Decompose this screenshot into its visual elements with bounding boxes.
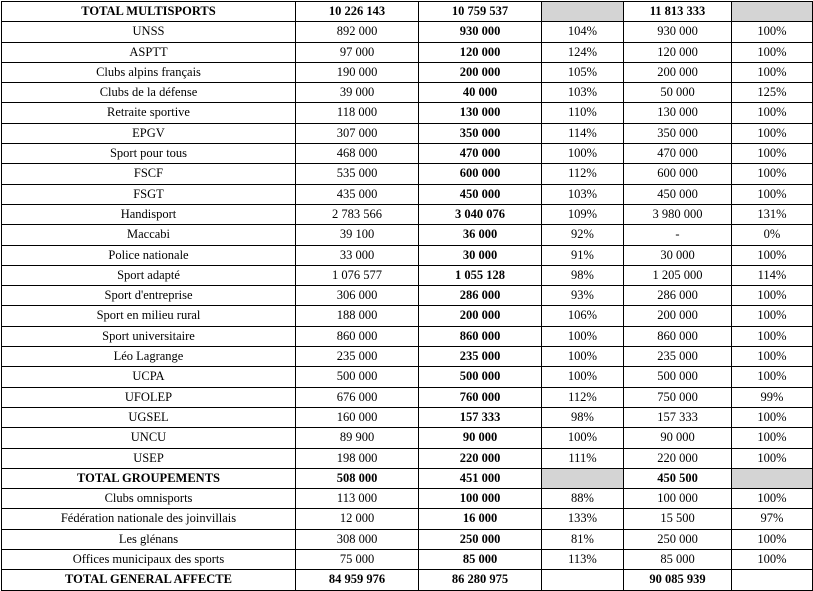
row-label[interactable]: UNCU (2, 428, 296, 448)
cell-amount-3[interactable]: 157 333 (624, 407, 732, 427)
cell-rate-1[interactable]: 92% (542, 225, 624, 245)
cell-rate-2[interactable]: 100% (732, 245, 813, 265)
cell-amount-2[interactable]: 120 000 (419, 42, 542, 62)
row-label[interactable]: Fédération nationale des joinvillais (2, 509, 296, 529)
cell-amount-2[interactable]: 760 000 (419, 387, 542, 407)
cell-amount-3[interactable]: 450 000 (624, 184, 732, 204)
cell-rate-1[interactable]: 112% (542, 387, 624, 407)
cell-rate-1[interactable]: 98% (542, 265, 624, 285)
row-label[interactable]: Police nationale (2, 245, 296, 265)
table-body (2, 2, 813, 591)
cell-rate-1[interactable]: 91% (542, 245, 624, 265)
table-row (2, 103, 813, 123)
cell-amount-1[interactable]: 113 000 (296, 489, 419, 509)
table-row (2, 550, 813, 570)
cell-rate-2[interactable]: 100% (732, 286, 813, 306)
cell-amount-3[interactable]: 30 000 (624, 245, 732, 265)
table-row (2, 387, 813, 407)
cell-amount-1[interactable]: 676 000 (296, 387, 419, 407)
cell-amount-1[interactable]: 198 000 (296, 448, 419, 468)
cell-rate-1[interactable]: 109% (542, 204, 624, 224)
cell-amount-3[interactable]: 860 000 (624, 326, 732, 346)
cell-rate-2[interactable]: 131% (732, 204, 813, 224)
cell-amount-3[interactable]: 250 000 (624, 529, 732, 549)
table-row (2, 326, 813, 346)
cell-rate-2[interactable]: 100% (732, 184, 813, 204)
row-label[interactable]: TOTAL GROUPEMENTS (2, 468, 296, 488)
table-row (2, 164, 813, 184)
cell-rate-2[interactable]: 100% (732, 367, 813, 387)
cell-rate-2[interactable]: 100% (732, 489, 813, 509)
cell-amount-3[interactable]: 450 500 (624, 468, 732, 488)
row-label[interactable]: Sport adapté (2, 265, 296, 285)
cell-amount-3[interactable]: 350 000 (624, 123, 732, 143)
row-label[interactable]: Clubs omnisports (2, 489, 296, 509)
cell-rate-1[interactable]: 81% (542, 529, 624, 549)
cell-amount-2[interactable]: 600 000 (419, 164, 542, 184)
row-label[interactable]: Sport d'entreprise (2, 286, 296, 306)
cell-amount-2[interactable]: 1 055 128 (419, 265, 542, 285)
cell-amount-1[interactable]: 1 076 577 (296, 265, 419, 285)
cell-amount-2[interactable]: 40 000 (419, 83, 542, 103)
cell-amount-2[interactable]: 30 000 (419, 245, 542, 265)
cell-rate-2[interactable]: 100% (732, 164, 813, 184)
row-label[interactable]: UFOLEP (2, 387, 296, 407)
cell-rate-1[interactable]: 124% (542, 42, 624, 62)
cell-amount-3[interactable]: 90 085 939 (624, 570, 732, 590)
row-label[interactable]: UNSS (2, 22, 296, 42)
table-row (2, 62, 813, 82)
cell-rate-1[interactable]: 93% (542, 286, 624, 306)
cell-amount-3[interactable]: 470 000 (624, 144, 732, 164)
cell-amount-3[interactable]: 3 980 000 (624, 204, 732, 224)
row-label[interactable]: TOTAL GENERAL AFFECTE (2, 570, 296, 590)
cell-amount-2[interactable]: 451 000 (419, 468, 542, 488)
cell-rate-1[interactable] (542, 468, 624, 488)
table-row (2, 509, 813, 529)
row-label[interactable]: Sport en milieu rural (2, 306, 296, 326)
cell-rate-2[interactable] (732, 2, 813, 22)
cell-amount-1[interactable]: 84 959 976 (296, 570, 419, 590)
table-row (2, 144, 813, 164)
cell-rate-2[interactable]: 100% (732, 550, 813, 570)
cell-amount-3[interactable]: 930 000 (624, 22, 732, 42)
cell-rate-1[interactable]: 100% (542, 144, 624, 164)
row-label[interactable]: Clubs alpins français (2, 62, 296, 82)
cell-amount-1[interactable]: 2 783 566 (296, 204, 419, 224)
row-label[interactable]: Léo Lagrange (2, 347, 296, 367)
cell-amount-2[interactable]: 16 000 (419, 509, 542, 529)
row-label[interactable]: Sport universitaire (2, 326, 296, 346)
cell-rate-1[interactable]: 100% (542, 326, 624, 346)
cell-amount-3[interactable]: 500 000 (624, 367, 732, 387)
cell-amount-2[interactable]: 100 000 (419, 489, 542, 509)
cell-rate-2[interactable]: 100% (732, 42, 813, 62)
cell-amount-2[interactable]: 235 000 (419, 347, 542, 367)
cell-amount-3[interactable]: 750 000 (624, 387, 732, 407)
cell-amount-1[interactable]: 508 000 (296, 468, 419, 488)
cell-amount-1[interactable]: 33 000 (296, 245, 419, 265)
cell-amount-1[interactable]: 535 000 (296, 164, 419, 184)
row-label[interactable]: UCPA (2, 367, 296, 387)
cell-amount-2[interactable]: 286 000 (419, 286, 542, 306)
cell-amount-2[interactable]: 130 000 (419, 103, 542, 123)
table-row (2, 347, 813, 367)
table-row (2, 570, 813, 590)
cell-amount-3[interactable]: 130 000 (624, 103, 732, 123)
cell-amount-2[interactable]: 200 000 (419, 306, 542, 326)
cell-rate-1[interactable]: 103% (542, 184, 624, 204)
cell-rate-2[interactable]: 100% (732, 123, 813, 143)
row-label[interactable]: Retraite sportive (2, 103, 296, 123)
cell-rate-2[interactable]: 0% (732, 225, 813, 245)
table-row (2, 306, 813, 326)
table-row (2, 245, 813, 265)
cell-amount-2[interactable]: 500 000 (419, 367, 542, 387)
cell-rate-1[interactable]: 98% (542, 407, 624, 427)
cell-amount-1[interactable]: 500 000 (296, 367, 419, 387)
cell-amount-3[interactable]: - (624, 225, 732, 245)
table-row (2, 204, 813, 224)
cell-amount-1[interactable]: 468 000 (296, 144, 419, 164)
cell-amount-1[interactable]: 39 000 (296, 83, 419, 103)
cell-amount-3[interactable]: 100 000 (624, 489, 732, 509)
row-label[interactable]: Les glénans (2, 529, 296, 549)
cell-amount-2[interactable]: 10 759 537 (419, 2, 542, 22)
table-row (2, 2, 813, 22)
table-row (2, 468, 813, 488)
cell-rate-2[interactable]: 100% (732, 428, 813, 448)
cell-amount-2[interactable]: 90 000 (419, 428, 542, 448)
row-label[interactable]: Sport pour tous (2, 144, 296, 164)
cell-rate-1[interactable]: 105% (542, 62, 624, 82)
cell-amount-2[interactable]: 350 000 (419, 123, 542, 143)
cell-amount-1[interactable]: 892 000 (296, 22, 419, 42)
cell-rate-1[interactable]: 112% (542, 164, 624, 184)
cell-amount-3[interactable]: 1 205 000 (624, 265, 732, 285)
cell-rate-1[interactable] (542, 2, 624, 22)
cell-rate-1[interactable]: 104% (542, 22, 624, 42)
table-row (2, 22, 813, 42)
cell-amount-1[interactable]: 188 000 (296, 306, 419, 326)
cell-amount-3[interactable]: 220 000 (624, 448, 732, 468)
row-label[interactable]: TOTAL MULTISPORTS (2, 2, 296, 22)
cell-rate-1[interactable]: 111% (542, 448, 624, 468)
cell-amount-3[interactable]: 120 000 (624, 42, 732, 62)
table-row (2, 448, 813, 468)
cell-amount-1[interactable]: 435 000 (296, 184, 419, 204)
cell-amount-3[interactable]: 235 000 (624, 347, 732, 367)
cell-rate-1[interactable]: 114% (542, 123, 624, 143)
cell-amount-1[interactable]: 75 000 (296, 550, 419, 570)
cell-amount-1[interactable]: 308 000 (296, 529, 419, 549)
cell-rate-2[interactable]: 100% (732, 144, 813, 164)
cell-rate-2[interactable]: 100% (732, 306, 813, 326)
cell-rate-1[interactable]: 103% (542, 83, 624, 103)
cell-amount-3[interactable]: 200 000 (624, 62, 732, 82)
cell-rate-2[interactable] (732, 468, 813, 488)
cell-amount-1[interactable]: 860 000 (296, 326, 419, 346)
cell-amount-1[interactable]: 160 000 (296, 407, 419, 427)
cell-amount-1[interactable]: 39 100 (296, 225, 419, 245)
cell-amount-3[interactable]: 286 000 (624, 286, 732, 306)
cell-amount-2[interactable]: 200 000 (419, 62, 542, 82)
cell-amount-3[interactable]: 15 500 (624, 509, 732, 529)
cell-amount-1[interactable]: 190 000 (296, 62, 419, 82)
row-label[interactable]: Offices municipaux des sports (2, 550, 296, 570)
cell-amount-1[interactable]: 235 000 (296, 347, 419, 367)
cell-rate-2[interactable]: 97% (732, 509, 813, 529)
cell-rate-1[interactable] (542, 570, 624, 590)
cell-amount-2[interactable]: 930 000 (419, 22, 542, 42)
cell-amount-3[interactable]: 50 000 (624, 83, 732, 103)
cell-rate-1[interactable]: 110% (542, 103, 624, 123)
table-row (2, 184, 813, 204)
cell-rate-2[interactable]: 125% (732, 83, 813, 103)
spreadsheet-sheet (0, 1, 813, 587)
row-label[interactable]: UGSEL (2, 407, 296, 427)
row-label[interactable]: Handisport (2, 204, 296, 224)
financial-table (1, 1, 813, 591)
cell-rate-2[interactable]: 100% (732, 407, 813, 427)
cell-rate-2[interactable]: 114% (732, 265, 813, 285)
table-row (2, 123, 813, 143)
cell-rate-2[interactable]: 100% (732, 347, 813, 367)
cell-amount-2[interactable]: 157 333 (419, 407, 542, 427)
table-row (2, 489, 813, 509)
table-row (2, 367, 813, 387)
row-label[interactable]: FSGT (2, 184, 296, 204)
row-label[interactable]: USEP (2, 448, 296, 468)
cell-amount-1[interactable]: 10 226 143 (296, 2, 419, 22)
table-row (2, 529, 813, 549)
cell-rate-2[interactable]: 100% (732, 103, 813, 123)
cell-rate-1[interactable]: 100% (542, 367, 624, 387)
table-row (2, 83, 813, 103)
table-row (2, 407, 813, 427)
cell-amount-2[interactable]: 220 000 (419, 448, 542, 468)
cell-rate-2[interactable]: 100% (732, 62, 813, 82)
cell-amount-1[interactable]: 97 000 (296, 42, 419, 62)
cell-rate-2[interactable]: 100% (732, 22, 813, 42)
table-row (2, 286, 813, 306)
cell-rate-1[interactable]: 113% (542, 550, 624, 570)
cell-amount-1[interactable]: 12 000 (296, 509, 419, 529)
cell-rate-2[interactable] (732, 570, 813, 590)
cell-amount-2[interactable]: 250 000 (419, 529, 542, 549)
row-label[interactable]: EPGV (2, 123, 296, 143)
cell-rate-2[interactable]: 100% (732, 529, 813, 549)
cell-amount-1[interactable]: 118 000 (296, 103, 419, 123)
cell-rate-1[interactable]: 106% (542, 306, 624, 326)
cell-amount-3[interactable]: 200 000 (624, 306, 732, 326)
table-row (2, 42, 813, 62)
cell-rate-2[interactable]: 99% (732, 387, 813, 407)
cell-amount-1[interactable]: 307 000 (296, 123, 419, 143)
cell-amount-2[interactable]: 450 000 (419, 184, 542, 204)
cell-amount-2[interactable]: 3 040 076 (419, 204, 542, 224)
cell-amount-3[interactable]: 90 000 (624, 428, 732, 448)
cell-amount-2[interactable]: 860 000 (419, 326, 542, 346)
cell-amount-3[interactable]: 11 813 333 (624, 2, 732, 22)
cell-rate-1[interactable]: 133% (542, 509, 624, 529)
row-label[interactable]: ASPTT (2, 42, 296, 62)
cell-amount-2[interactable]: 86 280 975 (419, 570, 542, 590)
row-label[interactable]: Maccabi (2, 225, 296, 245)
cell-amount-3[interactable]: 85 000 (624, 550, 732, 570)
cell-rate-1[interactable]: 100% (542, 347, 624, 367)
table-row (2, 428, 813, 448)
table-row (2, 225, 813, 245)
cell-amount-1[interactable]: 306 000 (296, 286, 419, 306)
cell-rate-1[interactable]: 100% (542, 428, 624, 448)
row-label[interactable]: FSCF (2, 164, 296, 184)
cell-amount-1[interactable]: 89 900 (296, 428, 419, 448)
cell-rate-2[interactable]: 100% (732, 448, 813, 468)
row-label[interactable]: Clubs de la défense (2, 83, 296, 103)
cell-rate-1[interactable]: 88% (542, 489, 624, 509)
cell-amount-2[interactable]: 36 000 (419, 225, 542, 245)
cell-amount-2[interactable]: 85 000 (419, 550, 542, 570)
table-row (2, 265, 813, 285)
cell-amount-3[interactable]: 600 000 (624, 164, 732, 184)
cell-amount-2[interactable]: 470 000 (419, 144, 542, 164)
cell-rate-2[interactable]: 100% (732, 326, 813, 346)
